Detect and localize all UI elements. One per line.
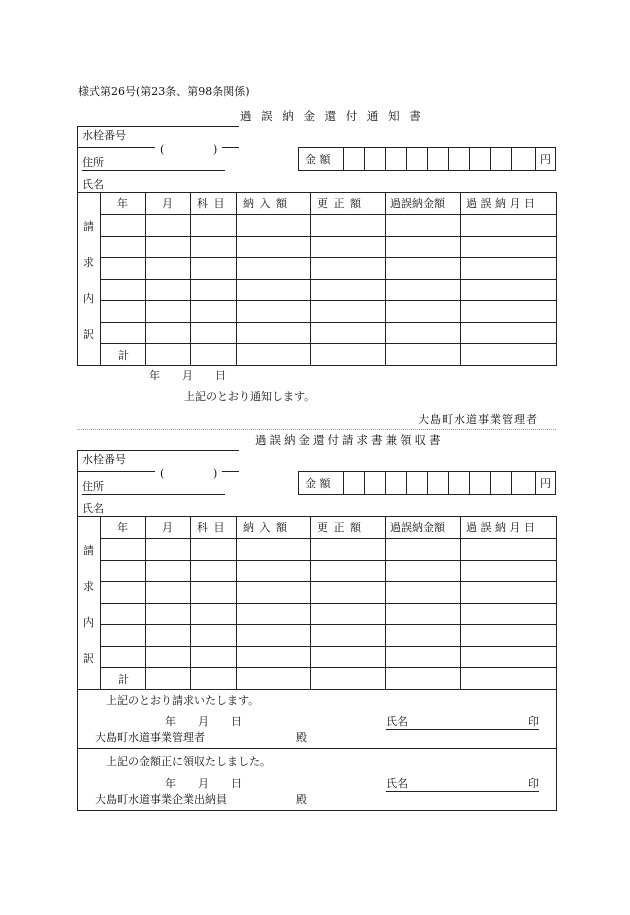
hydrant-number-label: 水栓番号 bbox=[82, 453, 126, 466]
address-label: 住所 bbox=[82, 480, 104, 493]
receipt-date: 年 月 日 bbox=[165, 777, 242, 790]
yen-label: 円 bbox=[540, 477, 551, 490]
col-month: 月 bbox=[162, 197, 173, 210]
side-char: 求 bbox=[83, 256, 94, 269]
receipt-name-label: 氏名 bbox=[386, 777, 408, 790]
cut-line bbox=[77, 429, 556, 430]
paren-close: ) bbox=[213, 143, 218, 156]
side-char: 内 bbox=[83, 292, 94, 305]
side-char: 請 bbox=[83, 544, 94, 557]
amount-label: 金 額 bbox=[305, 477, 331, 490]
hydrant-number-label: 水栓番号 bbox=[82, 129, 126, 142]
request-name-label: 氏名 bbox=[386, 715, 408, 728]
col-subject: 科 目 bbox=[197, 197, 226, 210]
col-overpaid-amount: 過誤納金額 bbox=[390, 521, 445, 534]
col-subject: 科 目 bbox=[197, 521, 226, 534]
receipt-text: 上記の金額正に領収たしました。 bbox=[106, 755, 271, 768]
paren-close: ) bbox=[213, 467, 218, 480]
request-date: 年 月 日 bbox=[165, 715, 242, 728]
side-char: 求 bbox=[83, 580, 94, 593]
col-corrected-amount: 更 正 額 bbox=[317, 521, 362, 534]
col-paid-amount: 納 入 額 bbox=[243, 521, 288, 534]
receipt-seal: 印 bbox=[528, 777, 539, 790]
paren-open: ( bbox=[160, 467, 165, 480]
form-number: 様式第26号(第23条、第98条関係) bbox=[78, 85, 250, 98]
request-honorific: 殿 bbox=[296, 731, 307, 744]
yen-label: 円 bbox=[540, 153, 551, 166]
paren-open: ( bbox=[160, 143, 165, 156]
notice-date: 年 月 日 bbox=[149, 369, 226, 382]
request-addressee: 大島町水道事業管理者 bbox=[95, 731, 205, 744]
receipt-addressee: 大島町水道事業企業出納員 bbox=[95, 793, 227, 806]
request-title: 過誤納金還付請求書兼領収書 bbox=[255, 433, 444, 447]
col-month: 月 bbox=[162, 521, 173, 534]
col-overpaid-date: 過 誤 納 月 日 bbox=[466, 521, 535, 534]
name-label: 氏名 bbox=[82, 178, 104, 191]
request-text: 上記のとおり請求いたします。 bbox=[106, 694, 260, 707]
total-label: 計 bbox=[118, 349, 129, 362]
name-label: 氏名 bbox=[82, 502, 104, 515]
col-overpaid-amount: 過誤納金額 bbox=[390, 197, 445, 210]
col-year: 年 bbox=[117, 521, 128, 534]
notice-title: 過 誤 納 金 還 付 通 知 書 bbox=[240, 109, 424, 123]
notice-text: 上記のとおり通知します。 bbox=[184, 390, 316, 403]
side-char: 請 bbox=[83, 220, 94, 233]
amount-label: 金 額 bbox=[305, 153, 331, 166]
address-label: 住所 bbox=[82, 156, 104, 169]
col-paid-amount: 納 入 額 bbox=[243, 197, 288, 210]
side-char: 訳 bbox=[83, 652, 94, 665]
notice-issuer: 大島町水道事業管理者 bbox=[418, 413, 538, 426]
request-seal: 印 bbox=[528, 715, 539, 728]
col-overpaid-date: 過 誤 納 月 日 bbox=[466, 197, 535, 210]
col-year: 年 bbox=[117, 197, 128, 210]
total-label: 計 bbox=[118, 673, 129, 686]
receipt-honorific: 殿 bbox=[296, 793, 307, 806]
side-char: 内 bbox=[83, 616, 94, 629]
col-corrected-amount: 更 正 額 bbox=[317, 197, 362, 210]
side-char: 訳 bbox=[83, 328, 94, 341]
